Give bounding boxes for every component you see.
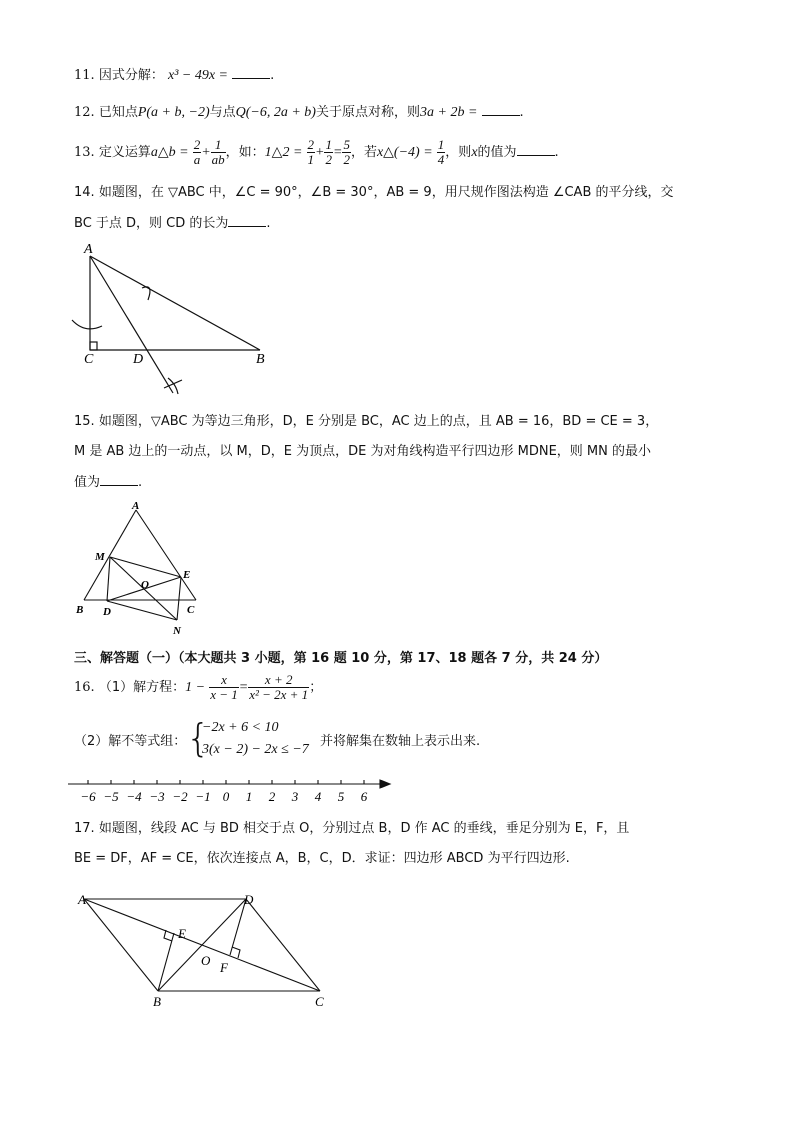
math-expression: 1 − — [185, 680, 206, 695]
label-a: A — [84, 242, 93, 257]
fraction — [248, 673, 309, 702]
question-number: 13. — [74, 145, 95, 160]
question-text: 与点 — [209, 105, 236, 120]
numerator: x — [209, 673, 239, 688]
number-line-tick-label: −4 — [126, 789, 142, 804]
denominator: a — [193, 152, 201, 167]
math-operator: + — [201, 145, 211, 160]
fraction — [307, 138, 316, 167]
label-a: A — [78, 892, 86, 907]
number-line[interactable] — [66, 772, 396, 808]
question-text: BE = DF，AF = CE，依次连接点 A，B，C，D．求证：四边形 ABCD 为平行四边形. — [74, 851, 570, 866]
math-expression: 3a + 2b = — [420, 105, 478, 120]
intersection-arc-mark — [164, 378, 182, 394]
numerator: 1 — [437, 137, 445, 152]
number-line-tick-label: 0 — [222, 789, 230, 804]
math-expression: 1△2 = — [264, 145, 303, 160]
fraction — [209, 673, 239, 702]
math-expression: P(a + b, −2) — [137, 105, 210, 120]
label-d: D — [103, 606, 111, 618]
question-number: 17. — [74, 821, 95, 836]
question-text: 关于原点对称，则 — [315, 105, 420, 120]
answer-blank[interactable] — [100, 473, 138, 486]
label-b: B — [256, 352, 265, 367]
answer-blank[interactable] — [482, 103, 520, 116]
question-text: BC 于点 D，则 CD 的长为 — [74, 216, 229, 231]
question-15-line-3 — [74, 473, 734, 492]
question-12 — [74, 103, 734, 122]
numerator: 2 — [193, 137, 201, 152]
inequality-1: −2x + 6 < 10 — [202, 720, 279, 735]
math-operator: = — [238, 680, 249, 695]
question-text: 如题图，▽ABC 为等边三角形，D，E 分别是 BC，AC 边上的点，且 AB = 16，BD = CE = 3， — [98, 414, 659, 429]
number-line-tick-label: 2 — [268, 789, 276, 804]
label-o: O — [201, 953, 211, 968]
question-text: （1）解方程： — [98, 680, 186, 695]
denominator: 4 — [437, 152, 445, 167]
figure-17-parallelogram — [70, 888, 340, 1013]
label-o: O — [141, 579, 149, 591]
arrow-icon — [380, 780, 390, 788]
question-text: 如题图，线段 AC 与 BD 相交于点 O，分别过点 B，D 作 AC 的垂线，垂足分别为 E，F，且 — [98, 821, 630, 836]
period: . — [266, 216, 271, 231]
segment-en — [177, 577, 181, 620]
question-number: 14. — [74, 185, 95, 200]
punctuation: ； — [309, 680, 323, 695]
period: . — [138, 475, 143, 490]
math-variable: x — [471, 145, 478, 160]
question-13: 13. 定义运算a△b = $\frac{2}{a}$ + $\frac{1}{ab}$ ，如：1△2 = $\frac{2}{1}$ + $\frac{1}{2}$ = $\frac{5}{2}$ ，若x△(−4) = $\frac{1}{4}$ ，则x的值为 . — [74, 137, 559, 167]
number-line-tick-label: −6 — [80, 789, 96, 804]
right-angle-mark-f — [232, 947, 240, 958]
side-ab — [84, 510, 136, 600]
figure-15-equilateral — [70, 500, 210, 640]
question-15-line-2 — [74, 443, 734, 461]
side-ab — [84, 899, 158, 991]
label-c: C — [84, 352, 94, 367]
question-number: 11. — [74, 68, 95, 83]
number-line-tick-label: −1 — [195, 789, 211, 804]
question-text: 并将解集在数轴上表示出来. — [320, 734, 481, 749]
math-expression: Q(−6, 2a + b) — [235, 105, 316, 120]
period: . — [554, 145, 559, 160]
numerator: 1 — [211, 138, 226, 153]
label-b: B — [76, 604, 84, 616]
math-expression: x³ − 49x = — [167, 68, 229, 83]
segment-md — [107, 557, 110, 601]
number-line-tick-label: −2 — [172, 789, 188, 804]
question-number: 15. — [74, 414, 95, 429]
side-dc — [246, 899, 320, 991]
question-text: （2）解不等式组： — [74, 734, 187, 749]
answer-blank[interactable] — [517, 143, 555, 156]
label-c: C — [315, 994, 324, 1009]
answer-blank[interactable] — [232, 66, 270, 79]
period: . — [519, 105, 524, 120]
question-text: 值为 — [74, 475, 101, 490]
question-text: 已知点 — [98, 105, 138, 120]
right-angle-mark — [90, 342, 97, 350]
label-b: B — [153, 994, 161, 1009]
denominator: 1 — [307, 152, 315, 167]
fraction — [324, 138, 333, 167]
question-17-line-2 — [74, 850, 734, 868]
inequality-2: 3(x − 2) − 2x ≤ −7 — [202, 742, 309, 757]
denominator: 2 — [343, 152, 350, 167]
question-16-part-1 — [74, 670, 734, 706]
label-a: A — [132, 500, 140, 512]
brace-icon: { — [186, 716, 211, 760]
label-e: E — [178, 926, 186, 941]
question-text: ，则 — [445, 145, 472, 160]
label-d: D — [133, 352, 144, 367]
numerator: 1 — [325, 137, 332, 152]
number-line-tick-label: 6 — [360, 789, 368, 804]
angle-bisector — [90, 256, 173, 393]
period: . — [270, 68, 275, 83]
label-d: D — [244, 892, 254, 907]
figure-14-triangle — [60, 238, 280, 398]
question-text: 因式分解： — [98, 68, 164, 83]
label-c: C — [187, 604, 195, 616]
label-n: N — [173, 625, 181, 637]
label-e: E — [183, 569, 191, 581]
question-16-part-2 — [74, 718, 734, 766]
question-15-line-1 — [74, 413, 734, 431]
denominator: x − 1 — [210, 687, 238, 702]
question-text: 如题图，在 ▽ABC 中，∠C = 90°，∠B = 30°，AB = 9，用尺规作图法构造 ∠CAB 的平分线，交 — [98, 185, 674, 200]
math-expression: x△(−4) = — [376, 145, 433, 160]
question-text: ，如： — [225, 145, 265, 160]
number-line-tick-label: 4 — [314, 789, 322, 804]
numerator: 5 — [343, 137, 350, 152]
numerator: 2 — [307, 137, 315, 152]
question-text: 的值为 — [477, 145, 517, 160]
question-14-line-2 — [74, 214, 734, 233]
arc-mark-ac — [72, 320, 102, 329]
question-text: ，若 — [350, 145, 377, 160]
denominator: ab — [211, 152, 225, 167]
number-line-tick-label: 1 — [245, 789, 253, 804]
number-line-tick-label: 3 — [291, 789, 299, 804]
question-text: 定义运算 — [98, 145, 151, 160]
side-ab — [90, 256, 260, 350]
fraction — [211, 138, 226, 167]
denominator: 2 — [325, 152, 332, 167]
answer-blank[interactable] — [228, 214, 266, 227]
denominator: x² − 2x + 1 — [249, 687, 309, 702]
question-14-line-1 — [74, 184, 734, 202]
question-number: 12. — [74, 105, 95, 120]
fraction — [342, 138, 351, 167]
math-expression: a△b = — [150, 145, 189, 160]
label-f: F — [220, 960, 228, 975]
question-11 — [74, 66, 734, 85]
section-3-header: 三、解答题（一）（本大题共 3 小题，第 16 题 10 分，第 17、18 题各 7 分，共 24 分） — [74, 651, 608, 666]
numerator: x + 2 — [248, 673, 309, 688]
question-17-line-1 — [74, 820, 734, 838]
question-number: 16. — [74, 680, 95, 695]
number-line-tick-label: −5 — [103, 789, 119, 804]
label-m: M — [95, 551, 105, 563]
number-line-tick-label: 5 — [337, 789, 345, 804]
question-text: M 是 AB 边上的一动点，以 M，D，E 为顶点，DE 为对角线构造平行四边形 MDNE，则 MN 的最小 — [74, 444, 651, 459]
fraction — [193, 138, 202, 167]
number-line-tick-label: −3 — [149, 789, 165, 804]
